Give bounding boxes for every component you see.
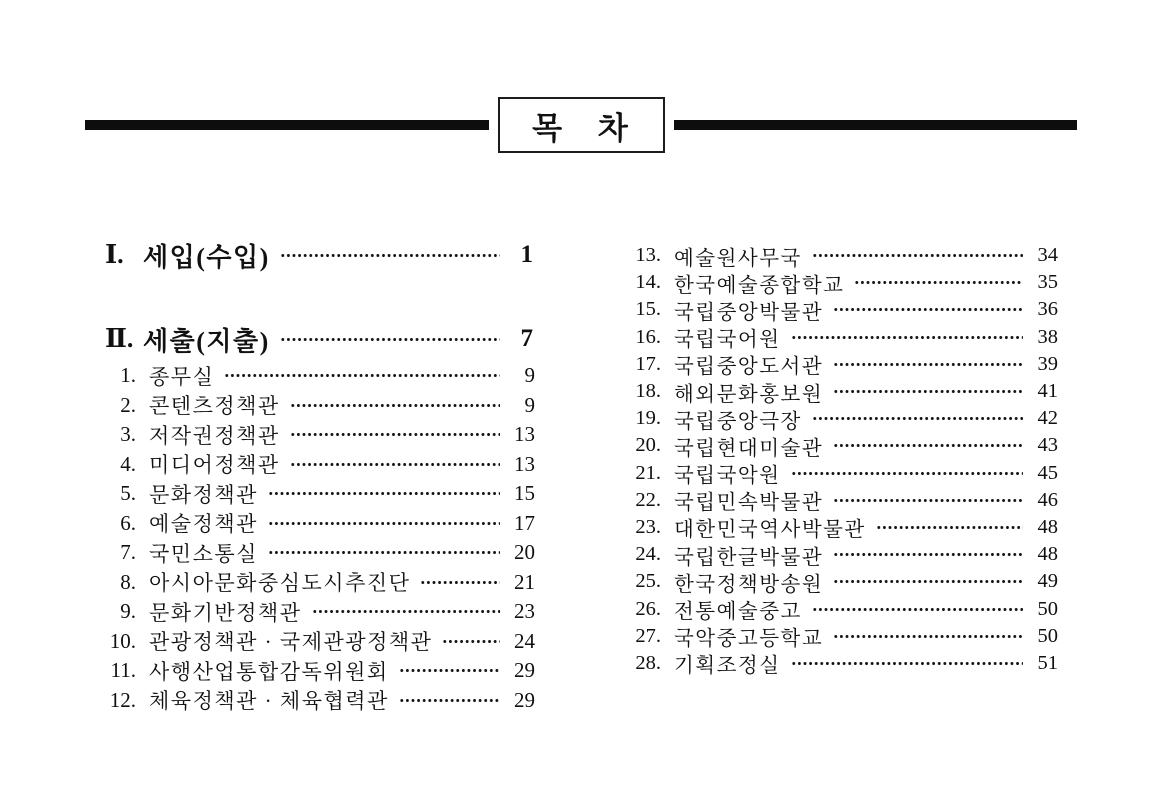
toc-entry bbox=[630, 650, 1058, 677]
entry-number: 6. bbox=[120, 510, 136, 535]
entry-label: 국민소통실 bbox=[149, 541, 258, 566]
dot-leader bbox=[812, 253, 1023, 258]
toc-entry bbox=[105, 361, 535, 391]
entry-label: 전통예술중고 bbox=[674, 601, 802, 624]
dot-leader bbox=[833, 579, 1023, 584]
entry-number: 25. bbox=[635, 570, 661, 593]
entry-label: 해외문화홍보원 bbox=[674, 383, 824, 406]
entry-page-number: 43 bbox=[1037, 434, 1058, 457]
entry-page-number: 46 bbox=[1037, 488, 1058, 511]
entry-page-number: 41 bbox=[1037, 380, 1058, 403]
toc-entry bbox=[105, 656, 535, 686]
entry-page-number: 17 bbox=[514, 510, 535, 535]
entry-number: 18. bbox=[635, 380, 661, 403]
entry-label: 국립중앙도서관 bbox=[674, 356, 824, 379]
toc-entry bbox=[105, 597, 535, 627]
entry-page-number: 50 bbox=[1037, 597, 1058, 620]
entry-label: 기획조정실 bbox=[674, 655, 781, 678]
section-label: 세출(지출) bbox=[143, 326, 270, 356]
entry-number: 10. bbox=[109, 628, 136, 653]
dot-leader bbox=[791, 335, 1023, 340]
entry-number: 23. bbox=[635, 515, 661, 538]
dot-leader bbox=[876, 525, 1023, 530]
dot-leader bbox=[791, 661, 1023, 666]
entry-label: 국립중앙박물관 bbox=[674, 301, 824, 324]
toc-entry bbox=[105, 538, 535, 568]
entry-number: 5. bbox=[120, 481, 136, 506]
entry-label: 한국정책방송원 bbox=[674, 573, 824, 596]
entry-number: 13. bbox=[635, 244, 661, 267]
entry-number: 9. bbox=[120, 599, 136, 624]
entry-page-number: 35 bbox=[1037, 271, 1058, 294]
entry-number: 16. bbox=[635, 325, 661, 348]
entry-label: 콘텐츠정책관 bbox=[149, 394, 280, 419]
toc-section-revenue bbox=[105, 239, 535, 271]
entry-label: 저작권정책관 bbox=[149, 423, 280, 448]
entry-label: 관광정책관 · 국제관광정책관 bbox=[149, 630, 433, 655]
entry-label: 국립현대미술관 bbox=[674, 437, 824, 460]
entry-page-number: 9 bbox=[524, 392, 535, 417]
toc-column-right bbox=[630, 242, 1058, 677]
dot-leader bbox=[268, 521, 500, 526]
toc-entry bbox=[630, 242, 1058, 269]
toc-section-expenditure bbox=[105, 323, 535, 355]
dot-leader bbox=[812, 416, 1023, 421]
dot-leader bbox=[833, 552, 1023, 557]
entry-page-number: 24 bbox=[514, 628, 535, 653]
dot-leader bbox=[290, 462, 500, 467]
entry-label: 국립국악원 bbox=[674, 465, 781, 488]
toc-entry bbox=[105, 479, 535, 509]
entry-number: 27. bbox=[635, 624, 661, 647]
entry-number: 3. bbox=[120, 422, 136, 447]
page-title: 목 차 bbox=[532, 110, 630, 146]
toc-entry bbox=[105, 686, 535, 716]
toc-entry bbox=[630, 514, 1058, 541]
entry-label: 국립한글박물관 bbox=[674, 546, 824, 569]
entry-page-number: 13 bbox=[514, 451, 535, 476]
dot-leader bbox=[833, 307, 1023, 312]
toc-entry bbox=[630, 324, 1058, 351]
dot-leader bbox=[280, 253, 500, 258]
entry-label: 문화기반정책관 bbox=[149, 600, 302, 625]
entry-page-number: 34 bbox=[1037, 244, 1058, 267]
entry-number: 4. bbox=[120, 451, 136, 476]
entry-page-number: 23 bbox=[514, 599, 535, 624]
entry-page-number: 51 bbox=[1037, 651, 1058, 674]
entry-number: 7. bbox=[120, 540, 136, 565]
entry-page-number: 36 bbox=[1037, 298, 1058, 321]
dot-leader bbox=[224, 373, 500, 378]
dot-leader bbox=[833, 362, 1023, 367]
toc-entries-left bbox=[105, 361, 535, 715]
dot-leader bbox=[268, 491, 500, 496]
entry-number: 14. bbox=[635, 271, 661, 294]
section-label: 세입(수입) bbox=[143, 242, 270, 272]
dot-leader bbox=[833, 498, 1023, 503]
toc-entries-right bbox=[630, 242, 1058, 677]
entry-number: 24. bbox=[635, 543, 661, 566]
entry-label: 예술원사무국 bbox=[674, 247, 802, 270]
section-number: Ⅰ. bbox=[105, 240, 124, 269]
entry-page-number: 39 bbox=[1037, 352, 1058, 375]
entry-label: 대한민국역사박물관 bbox=[674, 519, 866, 542]
entry-label: 국립국어원 bbox=[674, 329, 781, 352]
entry-page-number: 29 bbox=[514, 658, 535, 683]
entry-number: 19. bbox=[635, 407, 661, 430]
entry-label: 사행산업통합감독위원회 bbox=[149, 659, 389, 684]
entry-page-number: 42 bbox=[1037, 407, 1058, 430]
toc-entry bbox=[105, 450, 535, 480]
dot-leader bbox=[290, 403, 500, 408]
toc-entry bbox=[630, 487, 1058, 514]
header-rule-left bbox=[85, 120, 489, 130]
toc-entry bbox=[105, 509, 535, 539]
entry-number: 12. bbox=[109, 687, 136, 712]
toc-entry bbox=[105, 568, 535, 598]
entry-number: 21. bbox=[635, 461, 661, 484]
toc-entry bbox=[105, 391, 535, 421]
entry-number: 20. bbox=[635, 434, 661, 457]
entry-label: 문화정책관 bbox=[149, 482, 258, 507]
toc-entry bbox=[630, 568, 1058, 595]
toc-entry bbox=[630, 296, 1058, 323]
toc-entry bbox=[630, 595, 1058, 622]
entry-page-number: 50 bbox=[1037, 624, 1058, 647]
dot-leader bbox=[399, 668, 500, 673]
entry-page-number: 20 bbox=[514, 540, 535, 565]
section-page-number: 1 bbox=[520, 241, 535, 268]
toc-entry bbox=[630, 623, 1058, 650]
toc-entry bbox=[630, 269, 1058, 296]
entry-number: 22. bbox=[635, 488, 661, 511]
section-number: Ⅱ. bbox=[105, 324, 134, 353]
dot-leader bbox=[833, 389, 1023, 394]
header-rule-right bbox=[674, 120, 1078, 130]
entry-page-number: 21 bbox=[514, 569, 535, 594]
entry-number: 26. bbox=[635, 597, 661, 620]
toc-entry bbox=[630, 378, 1058, 405]
entry-label: 국립민속박물관 bbox=[674, 492, 824, 515]
entry-page-number: 48 bbox=[1037, 543, 1058, 566]
entry-number: 11. bbox=[110, 658, 136, 683]
dot-leader bbox=[290, 432, 500, 437]
toc-entry bbox=[105, 627, 535, 657]
entry-label: 국악중고등학교 bbox=[674, 628, 824, 651]
dot-leader bbox=[833, 634, 1023, 639]
entry-number: 15. bbox=[635, 298, 661, 321]
entry-number: 1. bbox=[120, 363, 136, 388]
entry-label: 체육정책관 · 체육협력관 bbox=[149, 689, 389, 714]
dot-leader bbox=[268, 550, 500, 555]
entry-label: 한국예술종합학교 bbox=[674, 274, 845, 297]
dot-leader bbox=[812, 607, 1023, 612]
toc-entry bbox=[630, 405, 1058, 432]
entry-label: 종무실 bbox=[149, 364, 215, 389]
dot-leader bbox=[854, 280, 1023, 285]
entry-page-number: 29 bbox=[514, 687, 535, 712]
toc-entry bbox=[630, 432, 1058, 459]
entry-number: 28. bbox=[635, 651, 661, 674]
section-gap bbox=[105, 271, 535, 323]
toc-column-left bbox=[105, 239, 535, 715]
dot-leader bbox=[280, 337, 500, 342]
entry-label: 미디어정책관 bbox=[149, 453, 280, 478]
entry-label: 국립중앙극장 bbox=[674, 410, 802, 433]
toc-entry bbox=[630, 460, 1058, 487]
toc-entry bbox=[105, 420, 535, 450]
entry-page-number: 49 bbox=[1037, 570, 1058, 593]
entry-number: 8. bbox=[120, 569, 136, 594]
dot-leader bbox=[833, 443, 1023, 448]
entry-label: 아시아문화중심도시추진단 bbox=[149, 571, 411, 596]
entry-page-number: 15 bbox=[514, 481, 535, 506]
dot-leader bbox=[791, 471, 1023, 476]
entry-page-number: 13 bbox=[514, 422, 535, 447]
toc-entry bbox=[630, 541, 1058, 568]
dot-leader bbox=[420, 580, 500, 585]
dot-leader bbox=[312, 609, 500, 614]
toc-header bbox=[85, 97, 1077, 153]
toc-entry bbox=[630, 351, 1058, 378]
entry-page-number: 45 bbox=[1037, 461, 1058, 484]
entry-number: 17. bbox=[635, 352, 661, 375]
entry-number: 2. bbox=[120, 392, 136, 417]
title-box bbox=[498, 97, 665, 153]
entry-label: 예술정책관 bbox=[149, 512, 258, 537]
dot-leader bbox=[442, 639, 500, 644]
dot-leader bbox=[399, 698, 500, 703]
section-page-number: 7 bbox=[520, 325, 535, 352]
entry-page-number: 9 bbox=[524, 363, 535, 388]
entry-page-number: 38 bbox=[1037, 325, 1058, 348]
entry-page-number: 48 bbox=[1037, 515, 1058, 538]
